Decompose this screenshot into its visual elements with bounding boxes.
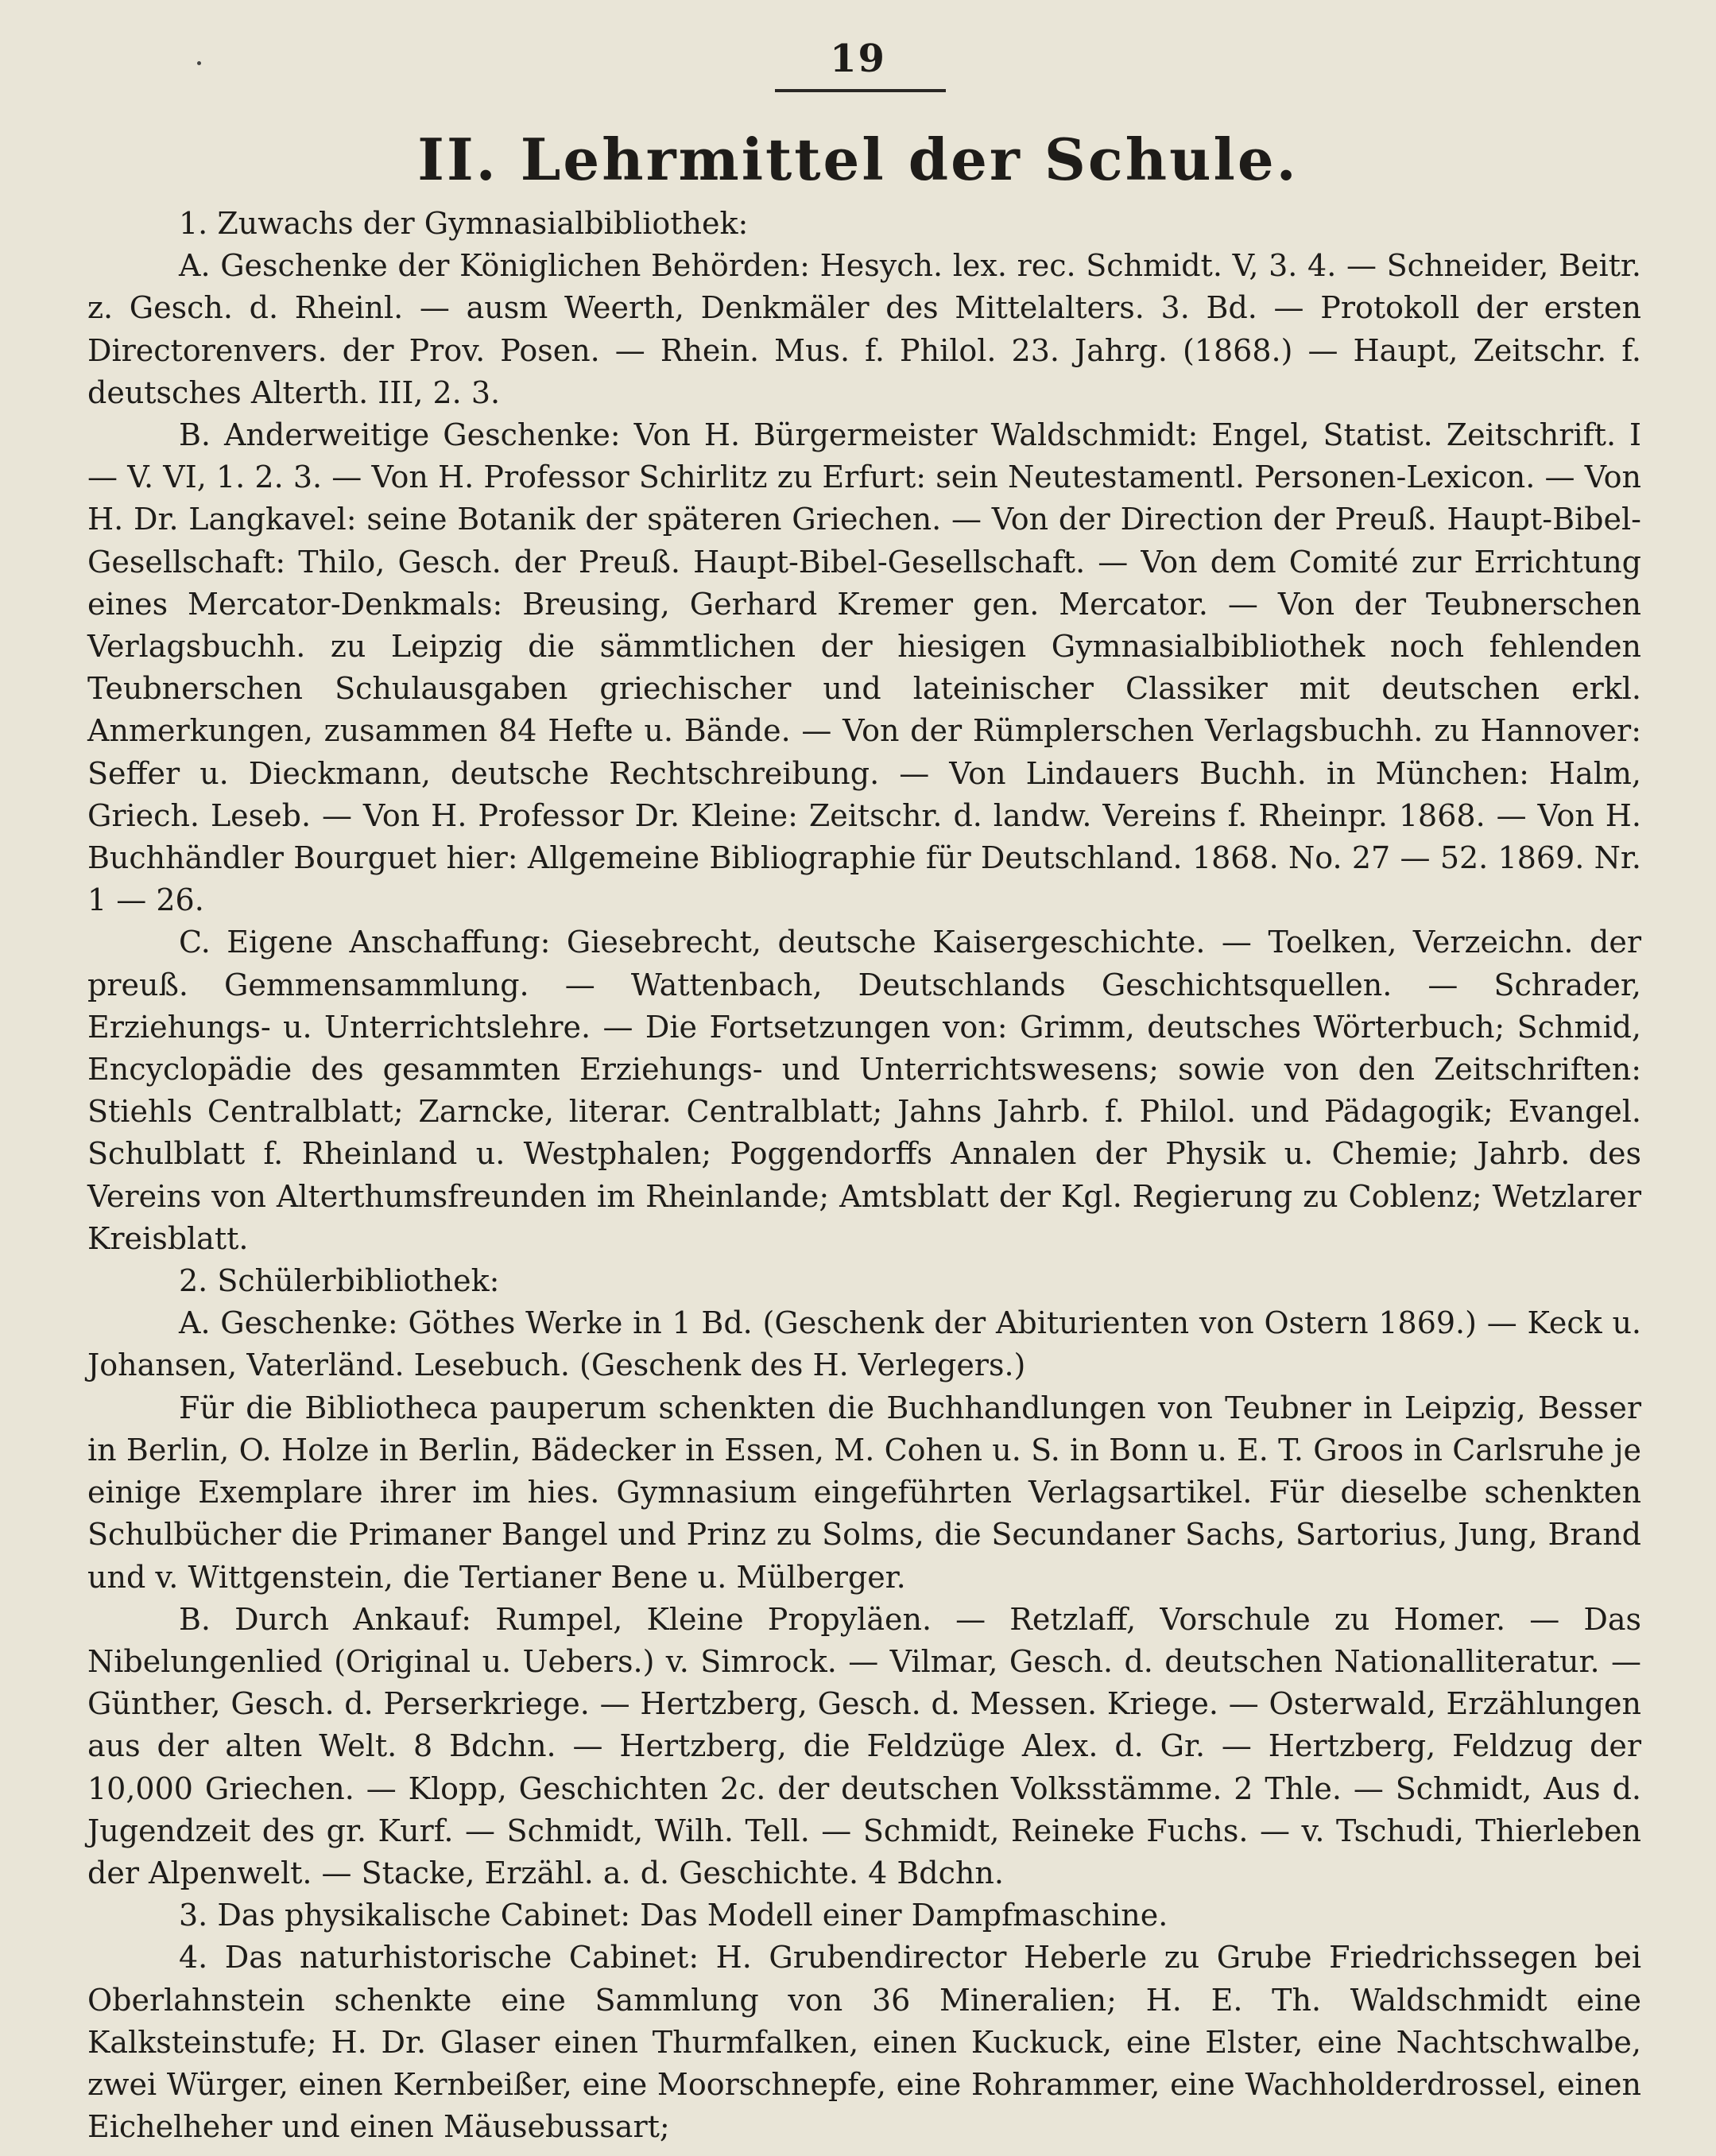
body-text (87, 203, 1641, 2148)
paragraph-purchases: B. Durch Ankauf: Rumpel, Kleine Propyläen. — Retzlaff, Vorschule zu Homer. — Das Nibelungenlied (Original u. Uebers.) v. Simrock. — Vilmar, Gesch. d. deutschen Nationalliteratur. — Günther, Gesch. d. Perserkriege. — Hertzberg, Gesch. d. Messen. Kriege. — Osterwald, Erzählungen aus der alten Welt. 8 Bdchn. — Hertzberg, die Feldzüge Alex. d. Gr. — Hertzberg, Feldzug der 10,000 Griechen. — Klopp, Geschichten 2c. der deutschen Volksstämme. 2 Thle. — Schmidt, Aus d. Jugendzeit des gr. Kurf. — Schmidt, Wilh. Tell. — Schmidt, Reineke Fuchs. — v. Tschudi, Thierleben der Alpenwelt. — Stacke, Erzähl. a. d. Geschichte. 4 Bdchn. (87, 1601, 1641, 1890)
paragraph-pupil-gifts: A. Geschenke: Göthes Werke in 1 Bd. (Geschenk der Abiturienten von Ostern 1869.) — Keck u. Johansen, Vaterländ. Lesebuch. (Geschenk des H. Verlegers.) (87, 1305, 1641, 1383)
paragraph-gifts-authorities: A. Geschenke der Königlichen Behörden: Hesych. lex. rec. Schmidt. V, 3. 4. — Schneider, Beitr. z. Gesch. d. Rheinl. — ausm Weerth, Denkmäler des Mittelalters. 3. Bd. — Protokoll der ersten Directorenvers. der Prov. Posen. — Rhein. Mus. f. Philol. 23. Jahrg. (1868.) — Haupt, Zeitschr. f. deutsches Alterth. III, 2. 3. (87, 248, 1641, 410)
page-number-rule (775, 89, 946, 92)
paragraph-physics-cabinet: 3. Das physikalische Cabinet: Das Modell einer Dampfmaschine. (179, 1898, 1168, 1933)
page-number: 19 (830, 37, 886, 81)
section-title: II. Lehrmittel der Schule. (417, 126, 1299, 193)
paragraph-natural-history-cabinet: 4. Das naturhistorische Cabinet: H. Grubendirector Heberle zu Grube Friedrichssegen bei Oberlahnstein schenkte eine Sammlung von 36 Mineralien; H. E. Th. Waldschmidt eine Kalksteinstufe; H. Dr. Glaser einen Thurmfalken, einen Kuckuck, eine Elster, eine Nachtschwalbe, zwei Würger, einen Kernbeißer, eine Moorschnepfe, eine Rohrammer, eine Wachholderdrossel, einen Eichelheher und einen Mäusebussart; (87, 1940, 1641, 2145)
heading-library-acquisitions: 1. Zuwachs der Gymnasialbibliothek: (179, 206, 749, 241)
paragraph-own-acquisition: C. Eigene Anschaffung: Giesebrecht, deutsche Kaisergeschichte. — Toelken, Verzeichn. der preuß. Gemmensammlung. — Wattenbach, Deutschlands Geschichtsquellen. — Schrader, Erziehungs- u. Unterrichtslehre. — Die Fortsetzungen von: Grimm, deutsches Wörterbuch; Schmid, Encyclopädie des gesammten Erziehungs- und Unterrichtswesens; sowie von den Zeitschriften: Stiehls Centralblatt; Zarncke, literar. Centralblatt; Jahns Jahrb. f. Philol. und Pädagogik; Evangel. Schulblatt f. Rheinland u. Westphalen; Poggendorffs Annalen der Physik u. Chemie; Jahrb. des Vereins von Alterthumsfreunden im Rheinlande; Amtsblatt der Kgl. Regierung zu Coblenz; Wetzlarer Kreisblatt. (87, 925, 1641, 1256)
heading-pupil-library: 2. Schülerbibliothek: (179, 1263, 500, 1299)
paragraph-bibliotheca-pauperum: Für die Bibliotheca pauperum schenkten die Buchhandlungen von Teubner in Leipzig, Besser in Berlin, O. Holze in Berlin, Bädecker in Essen, M. Cohen u. S. in Bonn u. E. T. Groos in Carlsruhe je einige Exemplare ihrer im hies. Gymnasium eingeführten Verlagsartikel. Für dieselbe schenkten Schulbücher die Primaner Bangel und Prinz zu Solms, die Secundaner Sachs, Sartorius, Jung, Brand und v. Wittgenstein, die Tertianer Bene u. Mülberger. (87, 1390, 1641, 1595)
paragraph-other-gifts: B. Anderweitige Geschenke: Von H. Bürgermeister Waldschmidt: Engel, Statist. Zeitschrift. I — V. VI, 1. 2. 3. — Von H. Professor Schirlitz zu Erfurt: sein Neutestamentl. Personen-Lexicon. — Von H. Dr. Langkavel: seine Botanik der späteren Griechen. — Von der Direction der Preuß. Haupt-Bibel-Gesellschaft: Thilo, Gesch. der Preuß. Haupt-Bibel-Gesellschaft. — Von dem Comité zur Errichtung eines Mercator-Denkmals: Breusing, Gerhard Kremer gen. Mercator. — Von der Teubnerschen Verlagsbuchh. zu Leipzig die sämmtlichen der hiesigen Gymnasialbibliothek noch fehlenden Teubnerschen Schulausgaben griechischer und lateinischer Classiker mit deutschen erkl. Anmerkungen, zusammen 84 Hefte u. Bände. — Von der Rümplerschen Verlagsbuchh. zu Hannover: Seffer u. Dieckmann, deutsche Rechtschreibung. — Von Lindauers Buchh. in München: Halm, Griech. Leseb. — Von H. Professor Dr. Kleine: Zeitschr. d. landw. Vereins f. Rheinpr. 1868. — Von H. Buchhändler Bourguet hier: Allgemeine Bibliographie für Deutschland. 1868. No. 27 — 52. 1869. Nr. 1 — 26. (87, 417, 1641, 918)
